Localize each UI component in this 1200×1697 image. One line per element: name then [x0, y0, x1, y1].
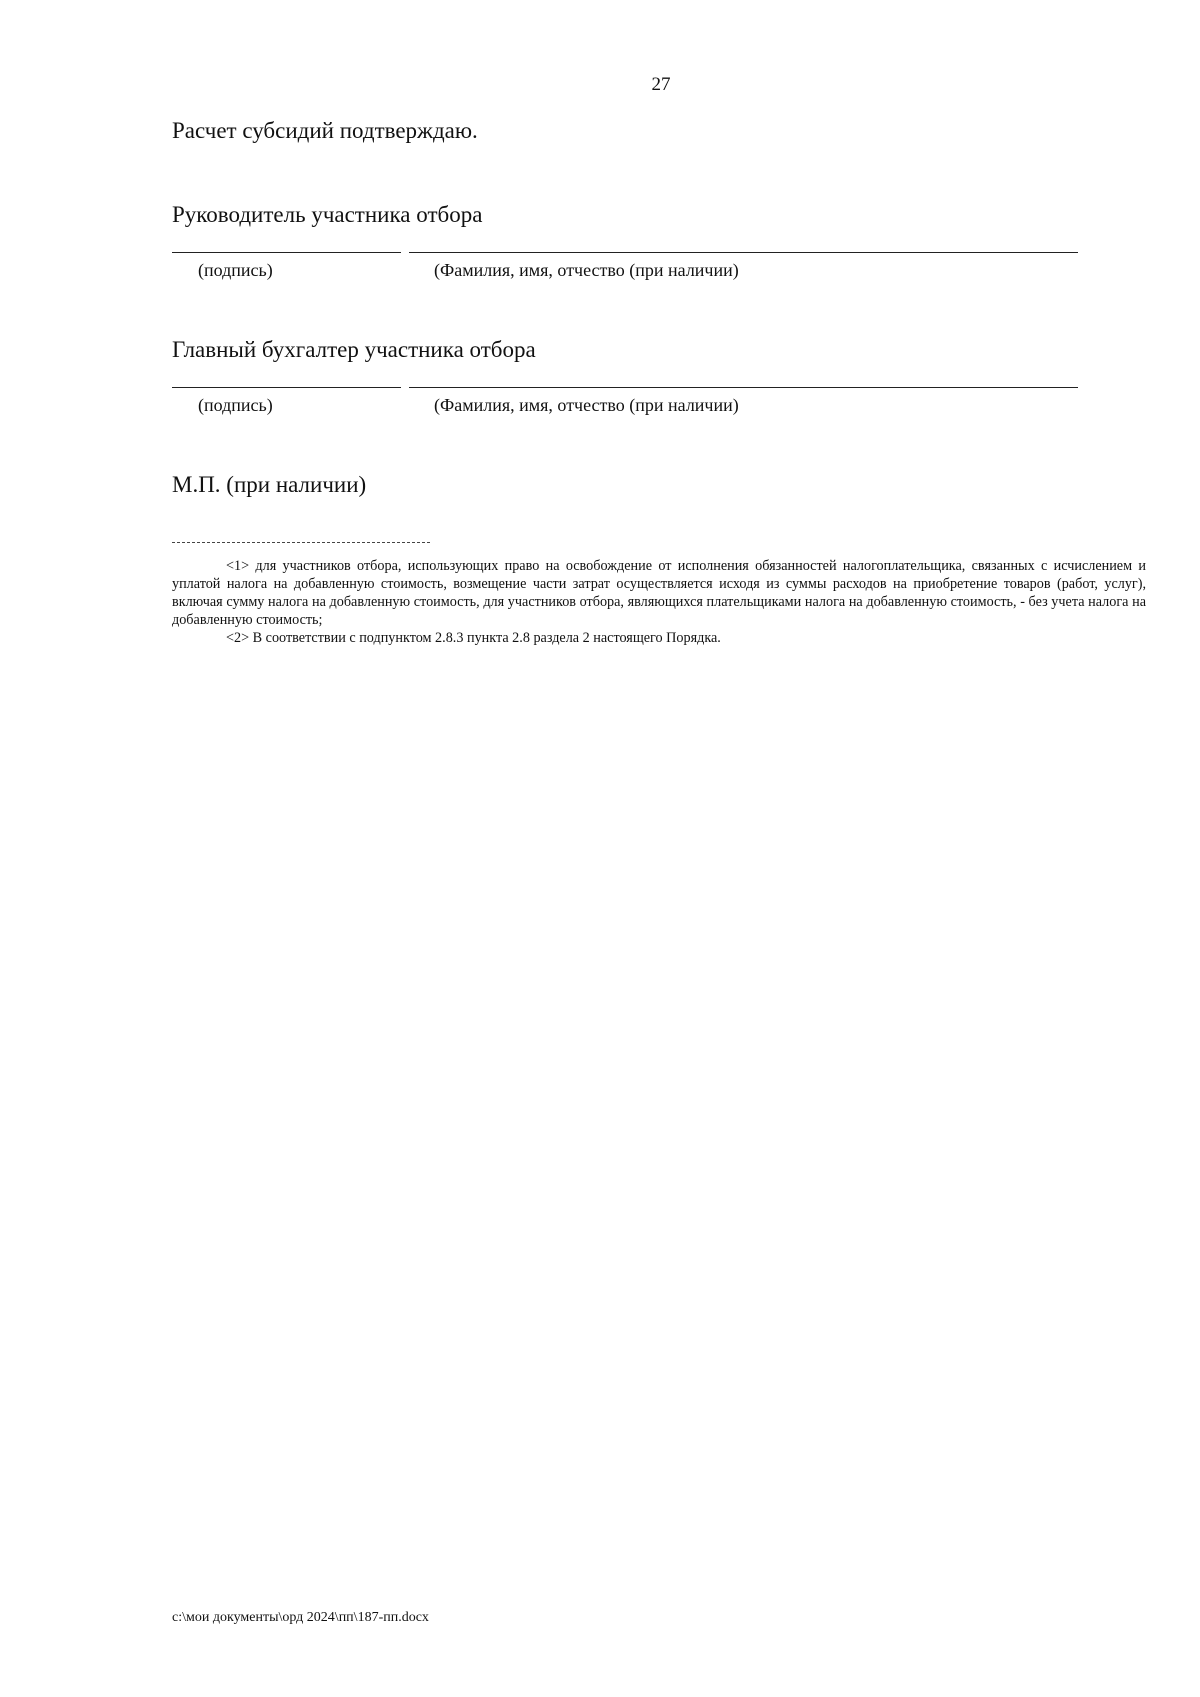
footnote-separator	[172, 542, 430, 543]
head-name-caption: (Фамилия, имя, отчество (при наличии)	[434, 260, 739, 280]
accountant-signature-line	[172, 387, 401, 388]
footnote-2: <2> В соответствии с подпунктом 2.8.3 пункта 2.8 раздела 2 настоящего Порядка.	[226, 630, 721, 646]
footnote-1: <1> для участников отбора, использующих право на освобождение от исполнения обязанностей налогоплательщика, связанных с исчислением и уплатой налога на добавленную стоимость, возмещение части затрат осуществляется исходя из суммы расходов на приобретение товаров (работ, услуг), включая сумму налога на добавленную стоимость, для участников отбора, являющихся плательщиками налога на добавленную стоимость, - без учета налога на добавленную стоимость;	[172, 558, 1146, 628]
head-name-line	[409, 252, 1078, 253]
footnotes	[172, 557, 1146, 647]
stamp-text: М.П. (при наличии)	[172, 472, 367, 497]
head-title: Руководитель участника отбора	[172, 202, 483, 227]
page-number: 27	[651, 74, 671, 95]
footer-file-path: c:\мои документы\орд 2024\пп\187-пп.docx	[172, 1610, 429, 1625]
head-signature-line	[172, 252, 401, 253]
accountant-title: Главный бухгалтер участника отбора	[172, 337, 536, 362]
accountant-name-caption: (Фамилия, имя, отчество (при наличии)	[434, 395, 739, 415]
accountant-name-line	[409, 387, 1078, 388]
head-signature-caption: (подпись)	[198, 260, 273, 280]
confirmation-text: Расчет субсидий подтверждаю.	[172, 118, 478, 143]
accountant-signature-caption: (подпись)	[198, 395, 273, 415]
